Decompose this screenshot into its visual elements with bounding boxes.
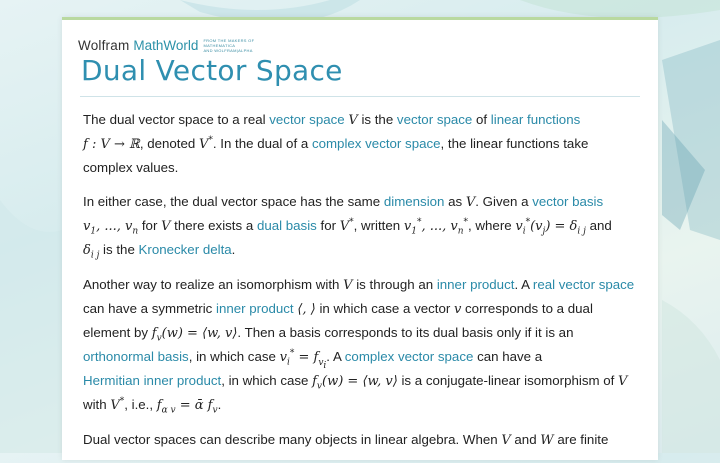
math-W: W	[540, 433, 554, 448]
math-orthonormal-eq: $v_i^* = f_{v_i}$	[279, 348, 327, 371]
math-V: V	[343, 278, 353, 293]
math-V: V	[501, 433, 511, 448]
math-conj-linear: $f_{\alpha v}$ = ᾱ $f_v$	[156, 398, 218, 416]
paragraph-2: In either case, the dual vector space has the same dimension as V. Given a vector basis $v_1$, ..., $v_n$ for V there exists a dual basis for V*, written $v_1^*$, ..., $v_n^*$, where $v_i^*(v_j) = \delta_{i j}$ and $\delta_{i j}$ is the Kronecker delta.	[83, 194, 612, 261]
title-divider	[80, 96, 640, 97]
math-fv-real: $f_v(w)$ = ⟨w, v⟩	[151, 326, 238, 344]
math-dual-basis: $v_1^*$, ..., $v_n^*$	[403, 217, 469, 237]
math-kronecker-eq: $v_i^*(v_j) = \delta_{i j}$	[515, 217, 586, 237]
link-orthonormal-basis[interactable]: orthonormal basis	[83, 349, 189, 364]
link-complex-vector-space-2[interactable]: complex vector space	[344, 349, 474, 364]
math-bracket: ⟨, ⟩	[297, 302, 316, 317]
paragraph-3: Another way to realize an isomorphism with V is through an inner product. A real vector space can have a symmetric inner product ⟨, ⟩ in which case a vector v corresponds to a dual element by $f_v(w)$ = ⟨w, v⟩. Then a basis corresponds to its dual basis only if it is an orthonormal basis, in which case $v_i^* = f_{v_i}$. A complex vector space can have a Hermitian inner product, in which case $f_v(w)$ = ⟨w, v⟩ is a conjugate-linear isomorphism of V with V*, i.e., $f_{\alpha v}$ = ᾱ $f_v$.	[83, 277, 635, 416]
page-title: Dual Vector Space	[81, 54, 343, 87]
link-vector-space[interactable]: vector space	[269, 112, 345, 127]
article-page	[62, 17, 658, 460]
logo-tagline: FROM THE MAKERS OF MATHEMATICA AND WOLFRAM|ALPHA	[203, 38, 255, 53]
link-real-vector-space[interactable]: real vector space	[532, 277, 635, 292]
logo-mathworld: MathWorld	[133, 38, 199, 53]
math-Vstar: V*	[110, 396, 125, 413]
math-f-map: f : V → ℝ	[83, 137, 140, 152]
link-vector-space-2[interactable]: vector space	[396, 112, 473, 127]
article-body	[83, 108, 641, 463]
link-dual-basis[interactable]: dual basis	[256, 218, 317, 233]
math-v: v	[453, 302, 462, 317]
math-V: V	[618, 374, 628, 389]
math-fv-complex: $f_v(w)$ = ⟨w, v⟩	[312, 374, 398, 392]
math-V: V	[465, 195, 476, 210]
math-Vstar: V*	[198, 135, 213, 152]
link-vector-basis[interactable]: vector basis	[532, 194, 604, 209]
link-dimension[interactable]: dimension	[383, 194, 445, 209]
math-V: V	[348, 113, 358, 128]
logo-wolfram: Wolfram	[78, 38, 130, 53]
math-V: V	[161, 219, 171, 234]
paragraph-4: Dual vector spaces can describe many objects in linear algebra. When V and W are finite	[83, 432, 609, 448]
link-inner-product[interactable]: inner product	[436, 277, 515, 292]
link-inner-product-2[interactable]: inner product	[216, 301, 294, 316]
math-Vstar: V*	[339, 217, 354, 234]
paragraph-1: The dual vector space to a real vector space V is the vector space of linear functions f : V → ℝ, denoted V*. In the dual of a complex vector space, the linear functions take complex values.	[83, 112, 589, 175]
link-kronecker-delta[interactable]: Kronecker delta	[138, 242, 232, 257]
math-delta: $\delta_{i j}$	[83, 243, 100, 261]
site-logo[interactable]	[78, 38, 273, 53]
link-complex-vector-space[interactable]: complex vector space	[311, 136, 441, 151]
math-basis: $v_1$, ..., $v_n$	[83, 219, 139, 237]
link-linear-functions[interactable]: linear functions	[490, 112, 581, 127]
link-hermitian-inner-product[interactable]: Hermitian inner product	[83, 373, 222, 388]
